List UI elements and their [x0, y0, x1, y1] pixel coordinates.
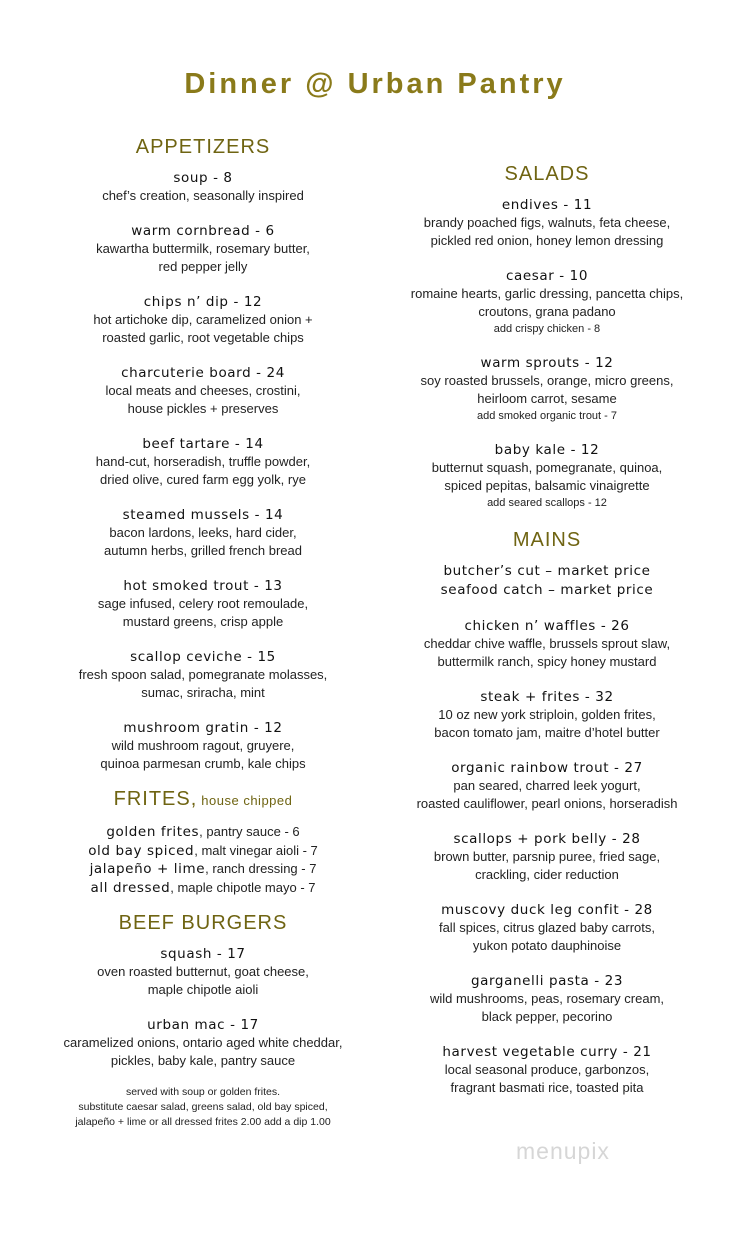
footnote-line: jalapeño + lime or all dressed frites 2.00 add a dip 1.00	[75, 1116, 331, 1128]
menu-item-name: hot smoked trout - 13	[123, 578, 283, 594]
menu-item	[28, 648, 378, 702]
menu-item	[28, 435, 378, 489]
menu-item-name: endives - 11	[501, 197, 593, 213]
menu-item	[28, 169, 378, 205]
market-price-line: butcher’s cut – market price	[443, 563, 651, 579]
menu-item-desc: butternut squash, pomegranate, quinoa,	[431, 460, 663, 475]
menu-item	[28, 1016, 378, 1070]
mains-title: MAINS	[512, 529, 582, 551]
menu-item-desc: caramelized onions, ontario aged white cheddar,	[63, 1035, 343, 1050]
menu-item	[368, 441, 726, 511]
menu-item	[368, 617, 726, 671]
menu-item-desc: heirloom carrot, sesame	[477, 391, 617, 406]
frites-item-desc: , pantry sauce - 6	[199, 824, 300, 839]
menu-item-desc: roasted garlic, root vegetable chips	[102, 330, 304, 345]
menu-item	[368, 267, 726, 337]
menu-item-desc: mustard greens, crisp apple	[122, 614, 284, 629]
menu-item-desc: roasted cauliflower, pearl onions, horseradish	[416, 796, 678, 811]
market-price-line: seafood catch – market price	[440, 582, 654, 598]
menu-item-desc: cheddar chive waffle, brussels sprout slaw,	[423, 636, 671, 651]
menu-item-name: caesar - 10	[505, 268, 589, 284]
burgers-footnote	[28, 1085, 378, 1130]
page-title: Dinner @ Urban Pantry	[184, 68, 566, 100]
mains-list	[368, 617, 726, 1097]
menu-item-desc: 10 oz new york striploin, golden frites,	[438, 707, 656, 722]
menu-item	[28, 222, 378, 276]
menu-item-addon: add seared scallops - 12	[487, 497, 607, 509]
frites-item-desc: , maple chipotle mayo - 7	[170, 879, 316, 895]
menu-item-desc: local seasonal produce, garbonzos,	[444, 1062, 650, 1077]
menu-item-desc: kawartha buttermilk, rosemary butter,	[96, 241, 310, 256]
frites-item-desc: , malt vinegar aioli - 7	[194, 842, 318, 858]
menu-item-desc: crackling, cider reduction	[475, 867, 619, 882]
menu-item-desc: soy roasted brussels, orange, micro greens,	[420, 373, 674, 388]
watermark: menupix	[516, 1138, 610, 1164]
menu-item-desc: buttermilk ranch, spicy honey mustard	[437, 654, 657, 669]
menu-item	[28, 719, 378, 773]
burgers-title: BEEF BURGERS	[118, 912, 288, 934]
salads-list	[368, 196, 726, 511]
menu-item-desc: sage infused, celery root remoulade,	[97, 596, 309, 611]
menu-item-name: chips n’ dip - 12	[143, 294, 263, 310]
frites-item	[28, 860, 378, 879]
menu-item	[368, 759, 726, 813]
menu-item-desc: spiced pepitas, balsamic vinaigrette	[444, 478, 650, 493]
menu-item	[368, 354, 726, 424]
left-column	[28, 135, 378, 1130]
menu-item-name: organic rainbow trout - 27	[451, 760, 643, 776]
frites-item-name: old bay spiced	[88, 842, 195, 859]
menu-item-desc: fall spices, citrus glazed baby carrots,	[438, 920, 656, 935]
menu-item-name: muscovy duck leg confit - 28	[441, 902, 653, 918]
frites-item-name: golden frites	[106, 824, 200, 840]
menu-item	[368, 196, 726, 250]
menu-item-name: baby kale - 12	[494, 442, 600, 458]
menu-item-desc: hot artichoke dip, caramelized onion +	[93, 312, 313, 327]
mains-market-list	[368, 562, 726, 600]
menu-item-desc: local meats and cheeses, crostini,	[105, 383, 301, 398]
menu-item-desc: brandy poached figs, walnuts, feta cheese,	[423, 215, 671, 230]
menu-item-desc: dried olive, cured farm egg yolk, rye	[100, 472, 306, 487]
menu-item-desc: fresh spoon salad, pomegranate molasses,	[78, 667, 328, 682]
burgers-list	[28, 945, 378, 1070]
menu-item-name: warm sprouts - 12	[480, 355, 614, 371]
menu-item-name: urban mac - 17	[147, 1017, 259, 1033]
menu-item-desc: hand-cut, horseradish, truffle powder,	[95, 454, 311, 469]
menu-item-name: scallop ceviche - 15	[130, 649, 276, 665]
menu-item-desc: yukon potato dauphinoise	[472, 938, 622, 953]
menu-item-desc: quinoa parmesan crumb, kale chips	[100, 756, 306, 771]
menu-item-desc: sumac, sriracha, mint	[141, 685, 265, 700]
salads-title: SALADS	[504, 163, 590, 185]
menu-item-desc: wild mushrooms, peas, rosemary cream,	[429, 991, 665, 1006]
menu-item-desc: bacon tomato jam, maitre d’hotel butter	[434, 725, 660, 740]
footnote-line: substitute caesar salad, greens salad, old bay spiced,	[78, 1101, 328, 1113]
frites-item-desc: , ranch dressing - 7	[205, 861, 317, 876]
footnote-line: served with soup or golden frites.	[125, 1086, 281, 1098]
menu-item	[28, 364, 378, 418]
menu-item-addon: add crispy chicken - 8	[493, 323, 601, 335]
menu-item-name: harvest vegetable curry - 21	[442, 1044, 652, 1060]
menu-item	[28, 577, 378, 631]
menu-item-desc: pan seared, charred leek yogurt,	[453, 778, 641, 793]
frites-item-name: jalapeño + lime	[89, 861, 206, 877]
menu-item-name: soup - 8	[173, 170, 233, 186]
menu-item-desc: red pepper jelly	[158, 259, 248, 274]
menu-item	[368, 830, 726, 884]
menu-item-name: beef tartare - 14	[142, 436, 264, 452]
menu-item-desc: maple chipotle aioli	[147, 982, 259, 997]
menu-item-name: chicken n’ waffles - 26	[464, 618, 630, 634]
menu-item-addon: add smoked organic trout - 7	[476, 410, 618, 422]
menu-item	[28, 293, 378, 347]
menu-item-name: charcuterie board - 24	[121, 365, 285, 381]
menu-item	[28, 506, 378, 560]
menu-item-name: scallops + pork belly - 28	[453, 831, 641, 847]
menu-item	[28, 945, 378, 999]
menu-item-name: mushroom gratin - 12	[123, 720, 283, 736]
frites-list	[28, 823, 378, 897]
menu-item-desc: chef’s creation, seasonally inspired	[102, 188, 304, 203]
menu-item-desc: romaine hearts, garlic dressing, pancetta chips,	[410, 286, 684, 301]
menu-item-desc: brown butter, parsnip puree, fried sage,	[433, 849, 661, 864]
frites-item	[28, 842, 378, 861]
frites-subtitle: house chipped	[201, 793, 293, 808]
menu-item	[368, 688, 726, 742]
menu-item-name: warm cornbread - 6	[131, 223, 275, 239]
menu-item-desc: house pickles + preserves	[127, 401, 279, 416]
menu-item-desc: fragrant basmati rice, toasted pita	[450, 1080, 644, 1095]
right-column	[368, 162, 726, 1114]
menu-item-desc: pickled red onion, honey lemon dressing	[430, 233, 664, 248]
menu-item-desc: black pepper, pecorino	[481, 1009, 613, 1024]
frites-title	[28, 787, 378, 813]
menu-item-desc: pickles, baby kale, pantry sauce	[110, 1053, 296, 1068]
menu-item	[368, 901, 726, 955]
frites-item-name: all dressed	[90, 879, 171, 896]
frites-item	[28, 879, 378, 898]
frites-title-text: FRITES,	[113, 788, 198, 810]
frites-item	[28, 823, 378, 842]
appetizers-title: APPETIZERS	[135, 136, 271, 158]
menu-item-desc: croutons, grana padano	[478, 304, 616, 319]
menu-item-desc: autumn herbs, grilled french bread	[103, 543, 302, 558]
menu-item-desc: bacon lardons, leeks, hard cider,	[109, 525, 297, 540]
menu-item-name: squash - 17	[160, 946, 246, 962]
menu-item-desc: wild mushroom ragout, gruyere,	[111, 738, 295, 753]
menu-item-name: steak + frites - 32	[480, 689, 614, 705]
menu-item-desc: oven roasted butternut, goat cheese,	[97, 964, 309, 979]
menu-item	[368, 972, 726, 1026]
menu-item-name: garganelli pasta - 23	[470, 973, 624, 989]
appetizers-list	[28, 169, 378, 773]
menu-item-name: steamed mussels - 14	[122, 507, 284, 523]
menu-item	[368, 1043, 726, 1097]
